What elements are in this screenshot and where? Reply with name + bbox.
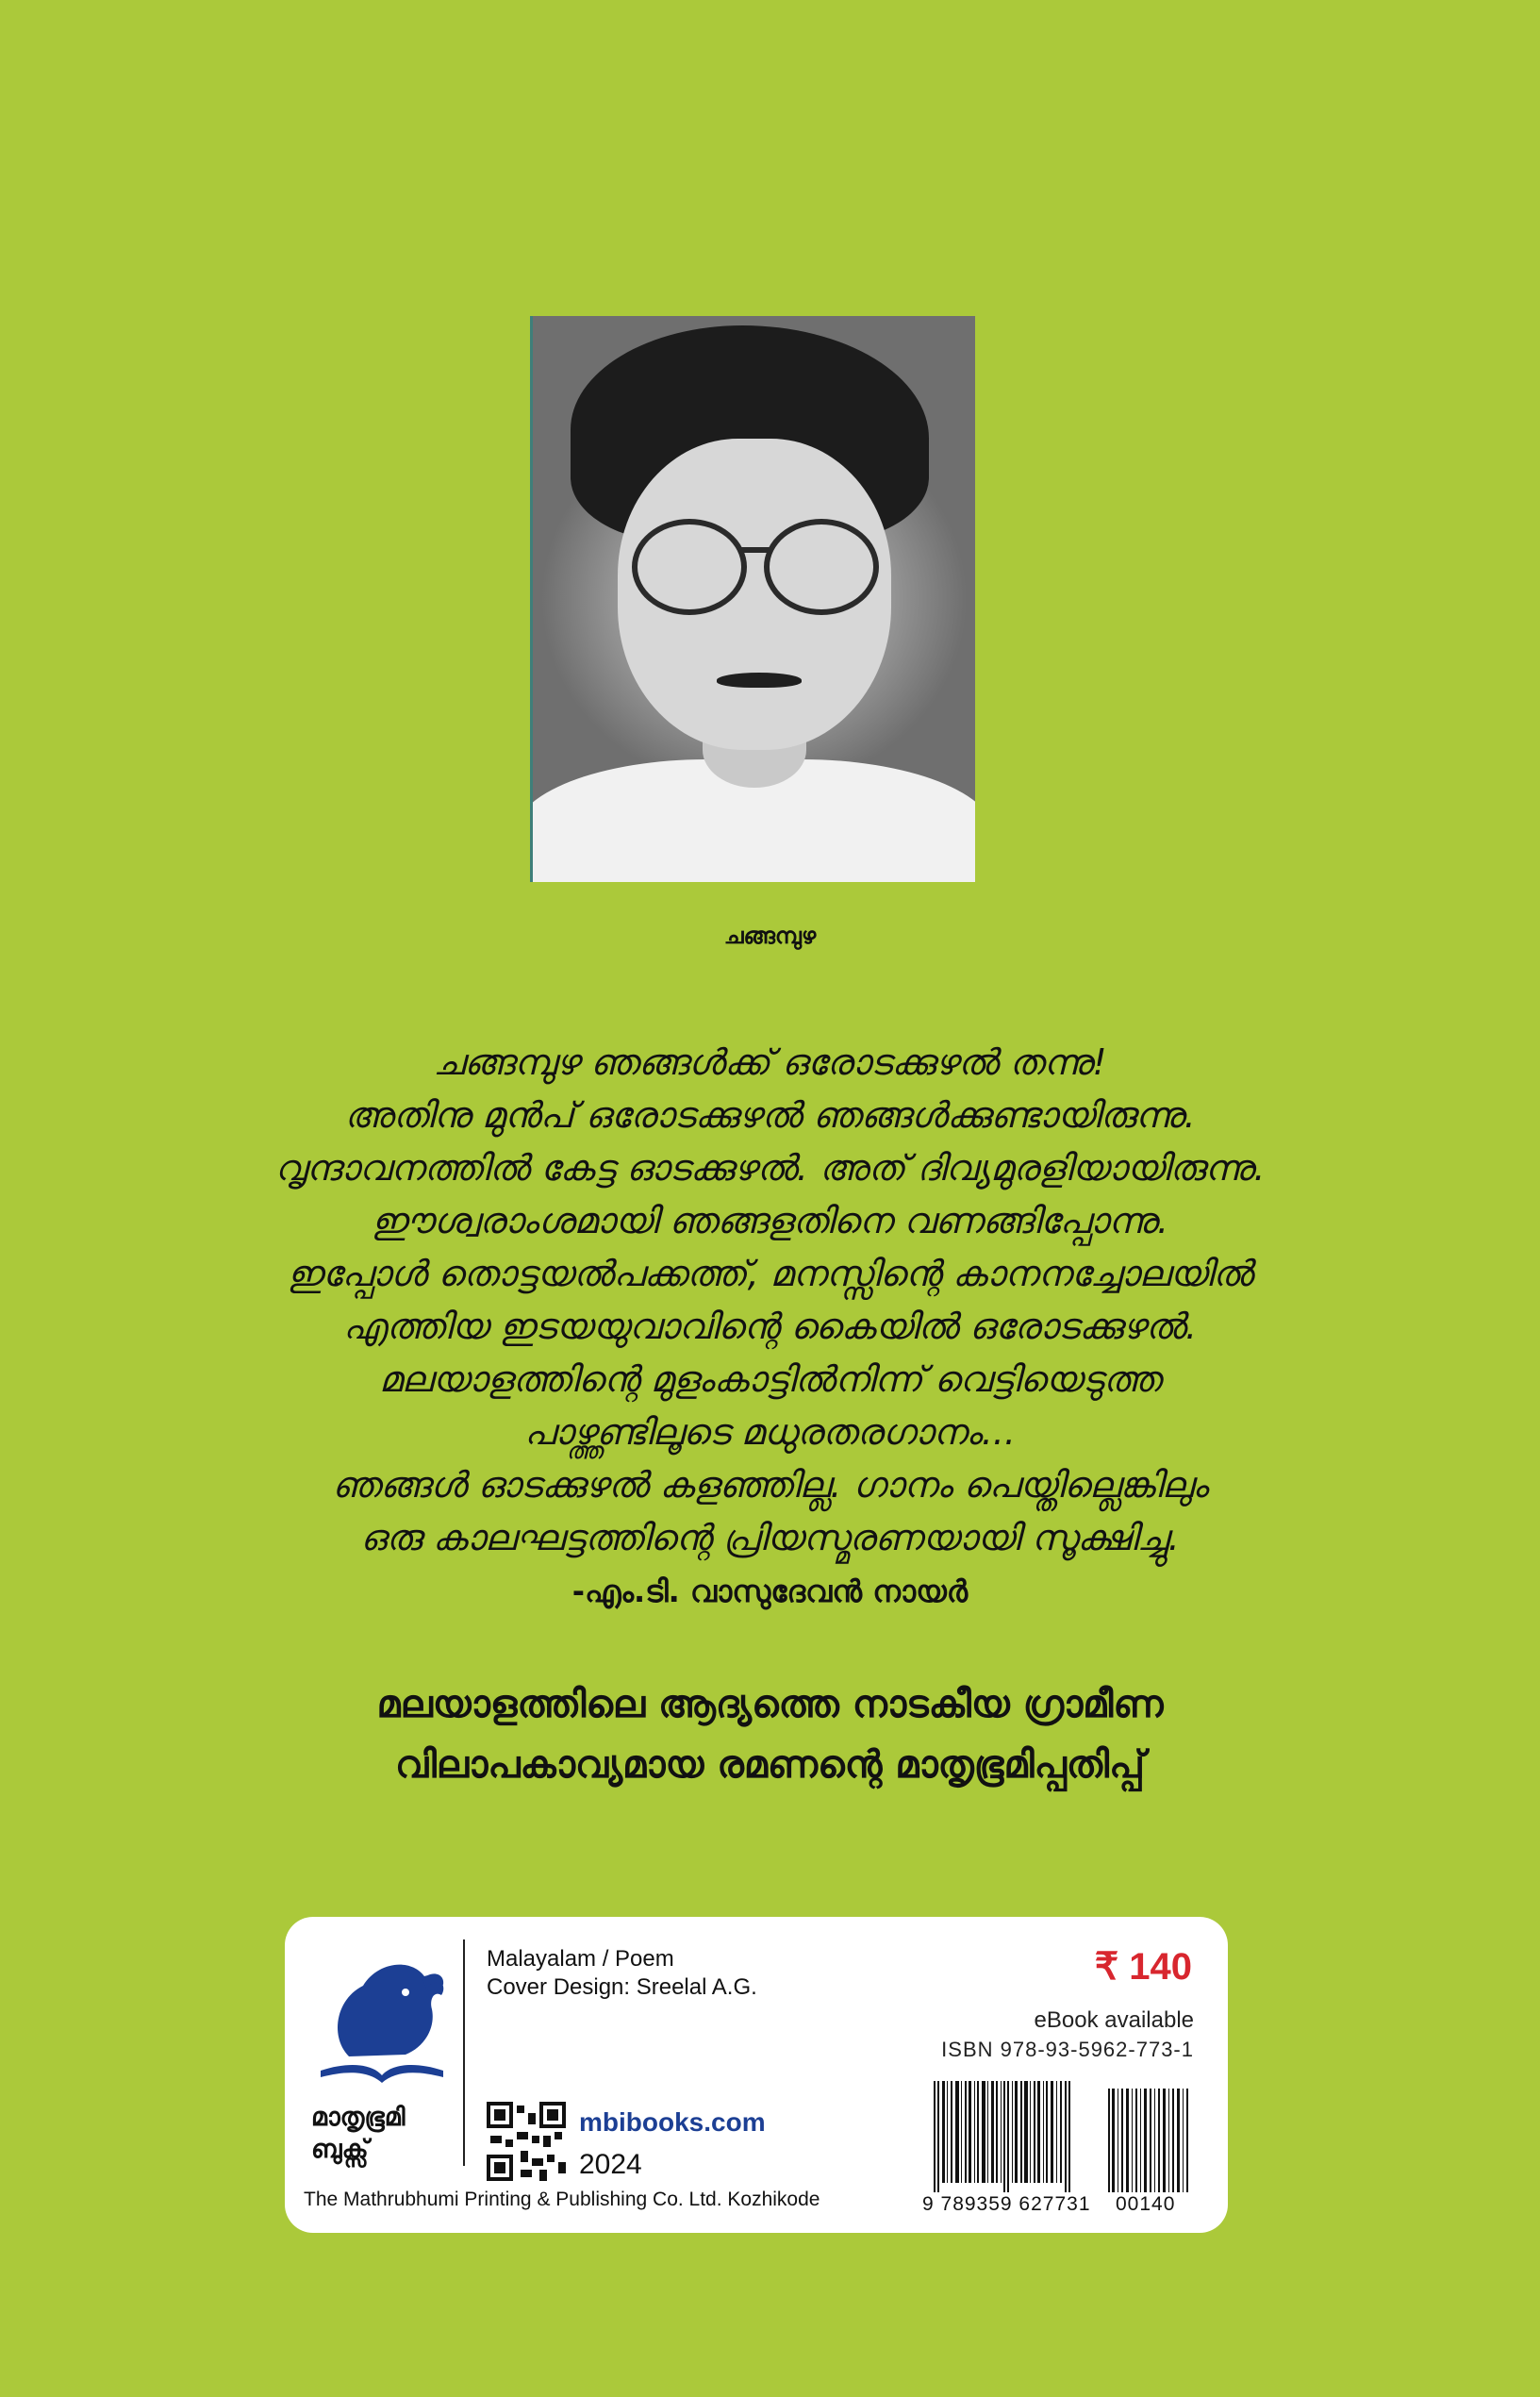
price: ₹ 140	[1094, 1946, 1192, 1988]
barcode-addon-digits: 00140	[1116, 2193, 1176, 2215]
quote-line: എത്തിയ ഇടയയുവാവിന്റെ കൈയിൽ ഒരോടക്കുഴൽ.	[342, 1306, 1198, 1347]
book-meta	[487, 1945, 757, 2002]
barcode-icon	[934, 2081, 1193, 2192]
info-panel	[285, 1917, 1228, 2233]
publisher-logo-text	[311, 2102, 472, 2166]
blurb-quote	[236, 1036, 1304, 1564]
tagline	[0, 1674, 1540, 1795]
quote-line: ഈശ്വരാംശമായി ഞങ്ങളതിനെ വണങ്ങിപ്പോന്നു.	[371, 1200, 1169, 1241]
barcode-digits	[922, 2193, 1205, 2216]
photo-glasses-bridge	[741, 547, 770, 553]
quote-author: -എം.ടി. വാസുദേവൻ നായർ	[571, 1573, 969, 1609]
quote-line: വൃന്ദാവനത്തിൽ കേട്ട ഓടക്കുഴൽ. അത് ദിവ്യമുരളിയായിരുന്നു.	[274, 1147, 1266, 1189]
author-photo	[530, 316, 975, 882]
category: Malayalam / Poem	[487, 1946, 674, 1972]
qr-code-icon[interactable]	[487, 2102, 566, 2181]
barcode-main-digits: 9 789359 627731	[922, 2193, 1091, 2215]
isbn: ISBN 978-93-5962-773-1	[941, 2038, 1194, 2061]
website-link[interactable]: mbibooks.com	[579, 2107, 766, 2137]
photo-mustache	[717, 673, 802, 688]
quote-line: ഞങ്ങൾ ഓടക്കുഴൽ കളഞ്ഞില്ല. ഗാനം പെയ്തില്ലെങ്കിലും	[332, 1464, 1208, 1506]
photo-glasses-right	[764, 519, 879, 615]
cover-design-credit: Cover Design: Sreelal A.G.	[487, 1974, 757, 2000]
publication-year: 2024	[579, 2149, 642, 2180]
tagline-line: മലയാളത്തിലെ ആദ്യത്തെ നാടകീയ ഗ്രാമീണ	[376, 1683, 1164, 1726]
quote-line: ഇപ്പോൾ തൊട്ടയൽപക്കത്ത്, മനസ്സിന്റെ കാനനച്ചോലയിൽ	[287, 1253, 1253, 1294]
photo-caption: ചങ്ങമ്പുഴ	[723, 923, 817, 949]
logo-line: മാതൃഭൂമി	[311, 2103, 406, 2132]
quote-line: മലയാളത്തിന്റെ മുളംകാട്ടിൽനിന്ന് വെട്ടിയെടുത്ത	[379, 1358, 1161, 1400]
logo-line: ബുക്സ്	[311, 2135, 369, 2164]
elephant-book-logo-icon	[311, 1943, 453, 2094]
panel-divider	[463, 1939, 465, 2166]
quote-line: ഒരു കാലഘട്ടത്തിന്റെ പ്രിയസ്മരണയായി സൂക്ഷിച്ചു.	[360, 1517, 1180, 1558]
quote-line: പാഴ്ത്തണ്ടിലൂടെ മധുരതരഗാനം...	[524, 1411, 1016, 1453]
quote-line: ചങ്ങമ്പുഴ ഞങ്ങൾക്ക് ഒരോടക്കുഴൽ തന്നു!	[433, 1041, 1107, 1083]
tagline-line: വിലാപകാവ്യമായ രമണന്റെ മാതൃഭൂമിപ്പതിപ്പ്	[395, 1743, 1145, 1787]
publisher-name: The Mathrubhumi Printing & Publishing Co. Ltd. Kozhikode	[304, 2189, 820, 2210]
ebook-note: eBook available	[1034, 2007, 1194, 2033]
quote-line: അതിനു മുൻപ് ഒരോടക്കുഴൽ ഞങ്ങൾക്കുണ്ടായിരുന്നു.	[344, 1094, 1196, 1136]
photo-glasses-left	[632, 519, 747, 615]
